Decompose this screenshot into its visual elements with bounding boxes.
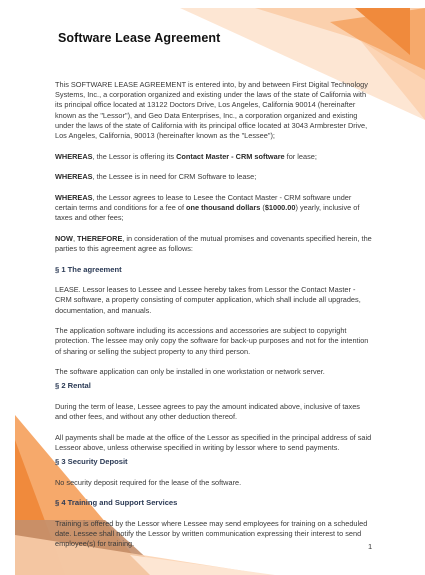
whereas-paragraph-2: WHEREAS, the Lessee is in need for CRM Software to lease; xyxy=(55,172,257,182)
section-4-paragraph: Training is offered by the Lessor where Lessee may send employees for training on a scheduled date. Lessee shall notify the Lessor by written communication expressing their interest to send employee(s) for training. xyxy=(55,518,368,549)
section-1-paragraph: The software application can only be installed in one workstation or network server. xyxy=(55,367,325,377)
document-body xyxy=(55,80,373,560)
section-heading-1: § 1 The agreement xyxy=(55,264,122,274)
software-name: Contact Master - CRM software xyxy=(176,151,285,161)
whereas-lead: WHEREAS xyxy=(55,192,93,202)
section-2-paragraph: During the term of lease, Lessee agrees to pay the amount indicated above, inclusive of taxes and other fees, and without any other deduction thereof. xyxy=(55,401,360,422)
now-therefore-paragraph: NOW, THEREFORE, in consideration of the mutual promises and covenants specified herein, the parties to this agreement agree as follows: xyxy=(55,233,372,253)
whereas-paragraph-3: WHEREAS, the Lessor agrees to lease to Lesee the Contact Master - CRM software under certain terms and conditions for a fee of one thousand dollars ($1000.00) yearly, inclusive of taxes and other fees; xyxy=(55,192,360,223)
section-3-paragraph: No security deposit required for the lease of the software. xyxy=(55,477,242,487)
fee-amount: $1000.00 xyxy=(264,203,296,212)
whereas-lead: WHEREAS xyxy=(55,172,93,182)
section-heading-4: § 4 Training and Support Services xyxy=(55,498,178,508)
section-1-paragraph: LEASE. Lessor leases to Lessee and Lessee hereby takes from Lessor the Contact Master - CRM software, a property consisting of computer application, which shall include all upgrades, documentation, and manuals. xyxy=(55,285,361,315)
page-number: 1 xyxy=(368,542,373,551)
whereas-paragraph-1: WHEREAS, the Lessor is offering its Contact Master - CRM software for lease; xyxy=(55,151,317,161)
document-title: Software Lease Agreement xyxy=(58,31,221,45)
section-2-paragraph: All payments shall be made at the office of the Lessor as specified in the principal address of said Lesseor above, unless otherwise specified in writing by lessor where to send payments. xyxy=(55,432,372,452)
fee-words: one thousand dollars xyxy=(186,203,261,212)
section-heading-2: § 2 Rental xyxy=(55,381,91,391)
section-1-paragraph: The application software including its accessions and accessories are subject to copyright protection. The lessee may only copy the software for back-up purposes and not for the intention of sharing or selling the subject property to any third person. xyxy=(55,326,369,356)
intro-paragraph: This SOFTWARE LEASE AGREEMENT is entered into, by and between First Digital Technology Systems, Inc., a corporation organized and existing under the laws of the state of California with its principal office located at 13122 Doctors Drive, Los Angeles, California 90014 (hereinafter known as the "Lessor"), and Geo Data Enterprises, Inc., a corporation organized and existing under the laws of the state of California with its principal office located at 3043 Armbrester Drive, Los Angeles, California, 90013 (hereinafter known as the "Lessee"); xyxy=(55,80,368,141)
whereas-lead: WHEREAS xyxy=(55,151,93,161)
section-heading-3: § 3 Security Deposit xyxy=(55,457,128,467)
